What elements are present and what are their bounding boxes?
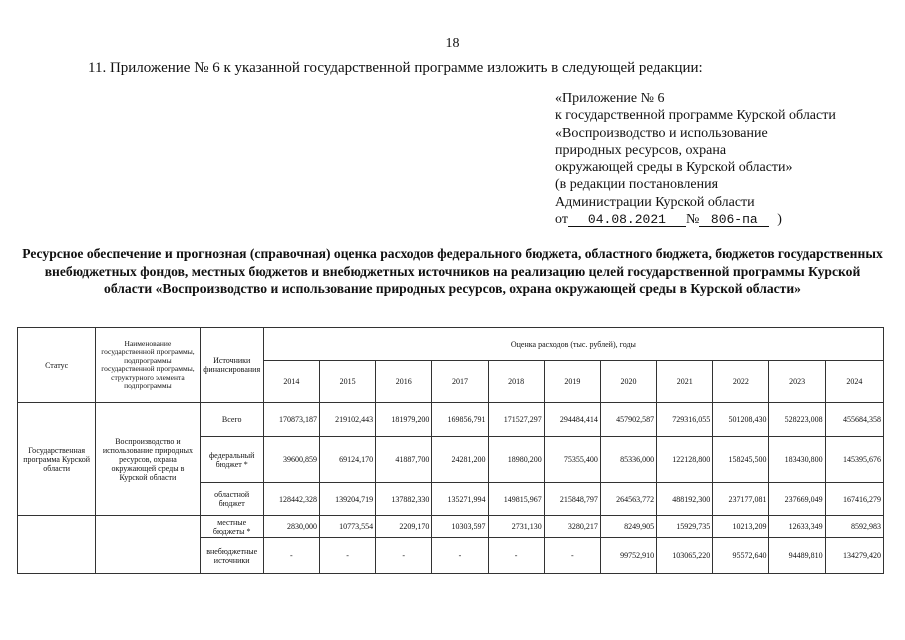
value-cell: 139204,719 (319, 483, 375, 516)
status-cell-empty (18, 516, 96, 574)
value-cell: 41887,700 (376, 437, 432, 483)
header-estimate: Оценка расходов (тыс. рублей), годы (263, 328, 883, 361)
value-cell: 149815,967 (488, 483, 544, 516)
closing-paren: ) (777, 212, 782, 228)
value-cell: 167416,279 (825, 483, 883, 516)
value-cell: 169856,791 (432, 403, 488, 437)
value-cell: 3280,217 (544, 516, 600, 538)
value-cell: 2731,130 (488, 516, 544, 538)
appendix-line: Администрации Курской области (555, 194, 755, 210)
value-cell: 488192,300 (657, 483, 713, 516)
value-cell: 134279,420 (825, 538, 883, 574)
value-cell: 237669,049 (769, 483, 825, 516)
appendix-header (555, 90, 836, 228)
year-header: 2022 (713, 361, 769, 403)
source-cell: Всего (200, 403, 263, 437)
value-cell: 95572,640 (713, 538, 769, 574)
value-cell: 2830,000 (263, 516, 319, 538)
value-cell: 99752,910 (600, 538, 656, 574)
header-sources: Источники финансирования (200, 328, 263, 403)
program-name-cell: Воспроизводство и использование природных ресурсов, охрана окружающей среды в Курской области (96, 403, 200, 516)
value-cell: - (488, 538, 544, 574)
value-cell: 528223,008 (769, 403, 825, 437)
year-header: 2023 (769, 361, 825, 403)
year-header: 2019 (544, 361, 600, 403)
appendix-line: к государственной программе Курской области (555, 108, 836, 124)
year-header: 2018 (488, 361, 544, 403)
year-header: 2016 (376, 361, 432, 403)
value-cell: 122128,800 (657, 437, 713, 483)
value-cell: 15929,735 (657, 516, 713, 538)
intro-paragraph: 11. Приложение № 6 к указанной государственной программе изложить в следующей редакции: (88, 60, 703, 76)
value-cell: 8592,983 (825, 516, 883, 538)
value-cell: 219102,443 (319, 403, 375, 437)
header-status: Статус (18, 328, 96, 403)
value-cell: - (432, 538, 488, 574)
resource-table (17, 327, 884, 574)
value-cell: 39600,859 (263, 437, 319, 483)
header-name: Наименование государственной программы, подпрограммы государственной программы, структурного элемента подпрограммы (96, 328, 200, 403)
value-cell: 264563,772 (600, 483, 656, 516)
appendix-line: «Воспроизводство и использование (555, 125, 768, 141)
value-cell: 501208,430 (713, 403, 769, 437)
value-cell: 103065,220 (657, 538, 713, 574)
decree-number: 806-па (699, 213, 769, 227)
value-cell: 181979,200 (376, 403, 432, 437)
value-cell: 94489,810 (769, 538, 825, 574)
appendix-line: природных ресурсов, охрана (555, 142, 727, 158)
appendix-line: (в редакции постановления (555, 177, 719, 193)
value-cell: 237177,081 (713, 483, 769, 516)
year-header: 2021 (657, 361, 713, 403)
appendix-line: окружающей среды в Курской области» (555, 160, 793, 176)
value-cell: 457902,587 (600, 403, 656, 437)
decree-date: 04.08.2021 (568, 213, 686, 227)
value-cell: - (319, 538, 375, 574)
status-cell: Государственная программа Курской области (18, 403, 96, 516)
value-cell: 455684,358 (825, 403, 883, 437)
value-cell: 75355,400 (544, 437, 600, 483)
source-cell: федеральный бюджет * (200, 437, 263, 483)
document-title: Ресурсное обеспечение и прогнозная (справочная) оценка расходов федерального бюджета, областного бюджета, бюджетов государственных внебюджетных фондов, местных бюджетов и внебюджетных источников на реализацию целей государственной программы Курской области «Воспроизводство и использование природных ресурсов, охрана окружающей среды в Курской области» (22, 246, 883, 296)
year-header: 2014 (263, 361, 319, 403)
number-label: № (685, 212, 700, 228)
value-cell: 69124,170 (319, 437, 375, 483)
year-header: 2015 (319, 361, 375, 403)
value-cell: 183430,800 (769, 437, 825, 483)
value-cell: 170873,187 (263, 403, 319, 437)
value-cell: - (376, 538, 432, 574)
appendix-line: «Приложение № 6 (555, 91, 665, 106)
source-cell: областной бюджет (200, 483, 263, 516)
page-number: 18 (445, 36, 460, 51)
year-header: 2024 (825, 361, 883, 403)
from-label: от (555, 212, 568, 228)
value-cell: 171527,297 (488, 403, 544, 437)
value-cell: 128442,328 (263, 483, 319, 516)
value-cell: 24281,200 (432, 437, 488, 483)
value-cell: 145395,676 (825, 437, 883, 483)
value-cell: 215848,797 (544, 483, 600, 516)
value-cell: 8249,905 (600, 516, 656, 538)
value-cell: - (544, 538, 600, 574)
decree-reference (555, 211, 836, 228)
value-cell: 85336,000 (600, 437, 656, 483)
source-cell: местные бюджеты * (200, 516, 263, 538)
value-cell: 2209,170 (376, 516, 432, 538)
value-cell: 158245,500 (713, 437, 769, 483)
header-row-top (18, 328, 884, 361)
value-cell: 137882,330 (376, 483, 432, 516)
value-cell: 294484,414 (544, 403, 600, 437)
year-header: 2020 (600, 361, 656, 403)
value-cell: 10773,554 (319, 516, 375, 538)
program-name-cell-empty (96, 516, 200, 574)
table-row (18, 516, 884, 538)
table-row (18, 403, 884, 437)
value-cell: 135271,994 (432, 483, 488, 516)
value-cell: 12633,349 (769, 516, 825, 538)
year-header: 2017 (432, 361, 488, 403)
value-cell: - (263, 538, 319, 574)
source-cell: внебюджетные источники (200, 538, 263, 574)
value-cell: 18980,200 (488, 437, 544, 483)
value-cell: 10303,597 (432, 516, 488, 538)
value-cell: 10213,209 (713, 516, 769, 538)
value-cell: 729316,055 (657, 403, 713, 437)
